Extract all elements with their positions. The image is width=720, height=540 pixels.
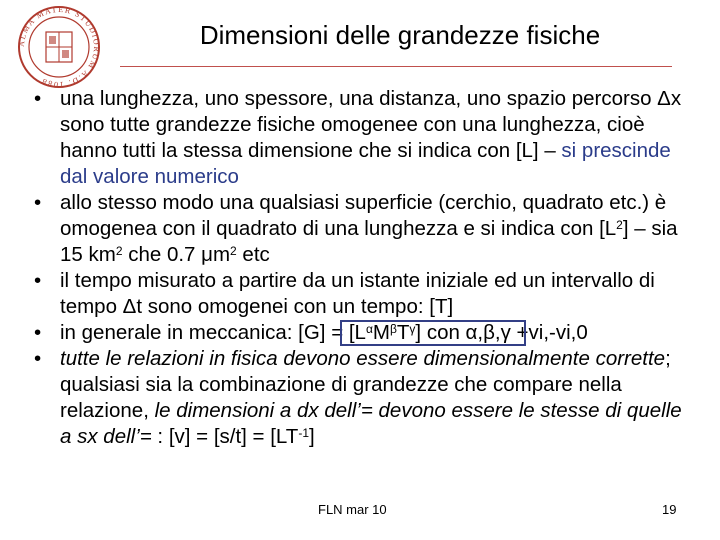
superscript: -1 xyxy=(298,426,309,440)
bullet-text: ; qualsiasi sia la combinazione di grandezze che compare nella relazione, xyxy=(60,347,671,422)
footer-label: FLN mar 10 xyxy=(318,502,387,517)
bullet-text: ] – sia 15 km xyxy=(60,217,678,266)
bullet-highlight: si prescinde dal valore numerico xyxy=(60,139,671,188)
bullet-item-tempo xyxy=(34,268,698,320)
bullet-marker: • xyxy=(34,269,42,292)
bullet-text: in generale in meccanica: [G] = [L xyxy=(60,321,366,344)
bullet-italic-text: le dimensioni a dx dell’= devono essere le stesse di quelle a sx dell’= xyxy=(60,399,682,448)
bullet-text: etc xyxy=(236,243,270,266)
superscript-beta: β xyxy=(389,322,397,336)
superscript: 2 xyxy=(230,244,237,258)
bullet-text: M xyxy=(372,321,390,344)
bullet-marker: • xyxy=(34,321,42,344)
bullet-text: una lunghezza, uno spessore, una distanza, uno spazio percorso Δx sono tutte grandezze fisiche omogenee con una lunghezza, cioè hanno tutti la stessa dimensione che si indica con [L] – xyxy=(60,87,682,162)
title-divider xyxy=(120,66,672,67)
university-seal-logo xyxy=(16,4,102,90)
bullet-marker: • xyxy=(34,191,42,214)
bullet-marker: • xyxy=(34,87,42,110)
bullet-list xyxy=(34,86,698,450)
svg-text:ALMA MATER STUDIORUM A.D. 1088: ALMA MATER STUDIORUM A.D. 1088 xyxy=(16,4,102,90)
bullet-item-superficie xyxy=(34,190,698,268)
formula-highlight-box xyxy=(340,320,526,346)
bullet-text: ] xyxy=(309,425,315,448)
bullet-text: : [v] = [s/t] = [LT xyxy=(151,425,299,448)
superscript: 2 xyxy=(616,218,623,232)
bullet-item-meccanica xyxy=(34,320,698,346)
page-number: 19 xyxy=(662,502,677,517)
bullet-item-lunghezza xyxy=(34,86,698,190)
bullet-item-relazioni xyxy=(34,346,698,450)
slide-title: Dimensioni delle grandezze fisiche xyxy=(199,20,601,50)
superscript: 2 xyxy=(115,244,123,258)
superscript-gamma: γ xyxy=(409,322,416,336)
bullet-italic-text: tutte le relazioni in fisica devono essere dimensionalmente corrette xyxy=(60,347,666,370)
bullet-marker: • xyxy=(34,347,42,370)
superscript-alpha: α xyxy=(365,322,373,336)
bullet-text: allo stesso modo una qualsiasi superficie (cerchio, quadrato etc.) è omogenea con il quadrato di una lunghezza e si indica con [L xyxy=(60,191,667,240)
bullet-text: il tempo misurato a partire da un istante iniziale ed un intervallo di tempo Δt sono omogenei con un tempo: [T] xyxy=(60,269,655,318)
bullet-text: ] con α,β,γ +vi,-vi,0 xyxy=(415,321,588,344)
bullet-text: che 0.7 μm xyxy=(122,243,231,266)
bullet-text: T xyxy=(396,321,410,344)
